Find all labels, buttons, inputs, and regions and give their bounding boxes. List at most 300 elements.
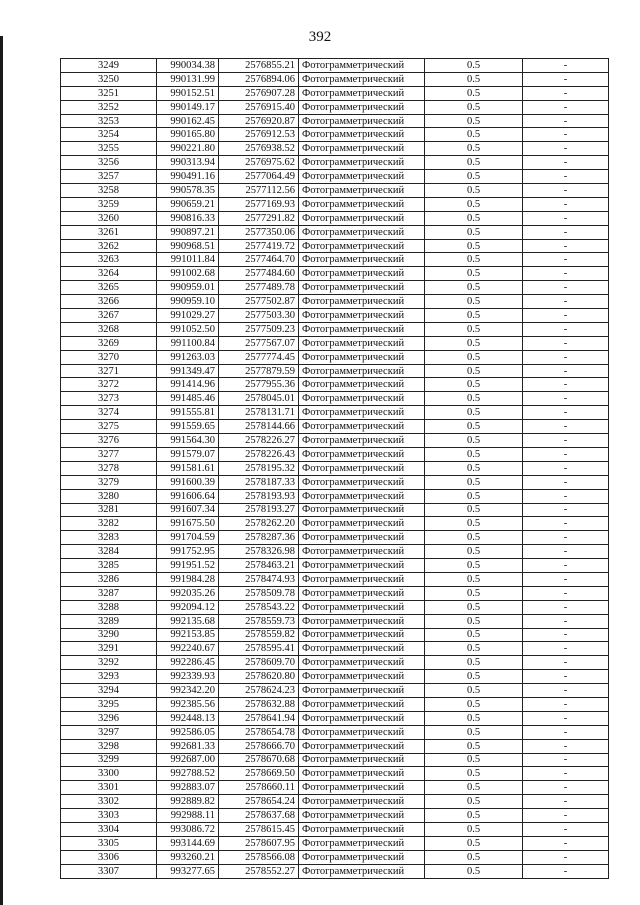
point-number-cell: 3251 — [61, 86, 157, 100]
accuracy-cell: 0.5 — [425, 489, 523, 503]
method-cell: Фотограмметрический — [299, 267, 425, 281]
accuracy-cell: 0.5 — [425, 795, 523, 809]
x-coordinate-cell: 991002.68 — [157, 267, 219, 281]
method-cell: Фотограмметрический — [299, 295, 425, 309]
table-row — [61, 281, 609, 295]
table-row — [61, 503, 609, 517]
table-row — [61, 225, 609, 239]
accuracy-cell: 0.5 — [425, 114, 523, 128]
accuracy-cell: 0.5 — [425, 600, 523, 614]
y-coordinate-cell: 2578654.78 — [219, 725, 299, 739]
accuracy-cell: 0.5 — [425, 420, 523, 434]
method-cell: Фотограмметрический — [299, 281, 425, 295]
note-cell: - — [523, 503, 609, 517]
y-coordinate-cell: 2578045.01 — [219, 392, 299, 406]
point-number-cell: 3253 — [61, 114, 157, 128]
y-coordinate-cell: 2576915.40 — [219, 100, 299, 114]
y-coordinate-cell: 2577502.87 — [219, 295, 299, 309]
accuracy-cell: 0.5 — [425, 822, 523, 836]
table-row — [61, 809, 609, 823]
note-cell: - — [523, 392, 609, 406]
accuracy-cell: 0.5 — [425, 253, 523, 267]
method-cell: Фотограмметрический — [299, 211, 425, 225]
x-coordinate-cell: 991607.34 — [157, 503, 219, 517]
note-cell: - — [523, 656, 609, 670]
x-coordinate-cell: 993277.65 — [157, 864, 219, 878]
method-cell: Фотограмметрический — [299, 781, 425, 795]
x-coordinate-cell: 991675.50 — [157, 517, 219, 531]
x-coordinate-cell: 990149.17 — [157, 100, 219, 114]
point-number-cell: 3268 — [61, 322, 157, 336]
y-coordinate-cell: 2576912.53 — [219, 128, 299, 142]
y-coordinate-cell: 2577419.72 — [219, 239, 299, 253]
x-coordinate-cell: 991349.47 — [157, 364, 219, 378]
note-cell: - — [523, 559, 609, 573]
note-cell: - — [523, 475, 609, 489]
method-cell: Фотограмметрический — [299, 434, 425, 448]
table-row — [61, 850, 609, 864]
table-row — [61, 600, 609, 614]
point-number-cell: 3305 — [61, 836, 157, 850]
note-cell: - — [523, 350, 609, 364]
table-row — [61, 392, 609, 406]
y-coordinate-cell: 2577774.45 — [219, 350, 299, 364]
x-coordinate-cell: 990165.80 — [157, 128, 219, 142]
table-row — [61, 628, 609, 642]
note-cell: - — [523, 295, 609, 309]
point-number-cell: 3278 — [61, 461, 157, 475]
point-number-cell: 3296 — [61, 711, 157, 725]
note-cell: - — [523, 684, 609, 698]
note-cell: - — [523, 197, 609, 211]
note-cell: - — [523, 697, 609, 711]
method-cell: Фотограмметрический — [299, 309, 425, 323]
note-cell: - — [523, 59, 609, 73]
table-row — [61, 739, 609, 753]
point-number-cell: 3289 — [61, 614, 157, 628]
x-coordinate-cell: 990162.45 — [157, 114, 219, 128]
table-row — [61, 197, 609, 211]
note-cell: - — [523, 767, 609, 781]
x-coordinate-cell: 990152.51 — [157, 86, 219, 100]
point-number-cell: 3269 — [61, 336, 157, 350]
y-coordinate-cell: 2578509.78 — [219, 586, 299, 600]
table-row — [61, 572, 609, 586]
method-cell: Фотограмметрический — [299, 572, 425, 586]
table-row — [61, 822, 609, 836]
table-row — [61, 670, 609, 684]
note-cell: - — [523, 281, 609, 295]
note-cell: - — [523, 781, 609, 795]
method-cell: Фотограмметрический — [299, 142, 425, 156]
table-row — [61, 364, 609, 378]
x-coordinate-cell: 991581.61 — [157, 461, 219, 475]
table-row — [61, 767, 609, 781]
point-number-cell: 3304 — [61, 822, 157, 836]
note-cell: - — [523, 628, 609, 642]
point-number-cell: 3288 — [61, 600, 157, 614]
y-coordinate-cell: 2578632.88 — [219, 697, 299, 711]
table-row — [61, 545, 609, 559]
note-cell: - — [523, 128, 609, 142]
point-number-cell: 3271 — [61, 364, 157, 378]
accuracy-cell: 0.5 — [425, 614, 523, 628]
accuracy-cell: 0.5 — [425, 447, 523, 461]
y-coordinate-cell: 2578552.27 — [219, 864, 299, 878]
method-cell: Фотограмметрический — [299, 100, 425, 114]
x-coordinate-cell: 992788.52 — [157, 767, 219, 781]
method-cell: Фотограмметрический — [299, 850, 425, 864]
x-coordinate-cell: 991951.52 — [157, 559, 219, 573]
point-number-cell: 3280 — [61, 489, 157, 503]
point-number-cell: 3274 — [61, 406, 157, 420]
note-cell: - — [523, 170, 609, 184]
x-coordinate-cell: 991579.07 — [157, 447, 219, 461]
table-row — [61, 836, 609, 850]
point-number-cell: 3264 — [61, 267, 157, 281]
x-coordinate-cell: 990659.21 — [157, 197, 219, 211]
accuracy-cell: 0.5 — [425, 781, 523, 795]
method-cell: Фотограмметрический — [299, 809, 425, 823]
point-number-cell: 3263 — [61, 253, 157, 267]
accuracy-cell: 0.5 — [425, 392, 523, 406]
point-number-cell: 3258 — [61, 184, 157, 198]
y-coordinate-cell: 2577955.36 — [219, 378, 299, 392]
x-coordinate-cell: 990959.10 — [157, 295, 219, 309]
table-row — [61, 184, 609, 198]
point-number-cell: 3284 — [61, 545, 157, 559]
note-cell: - — [523, 545, 609, 559]
accuracy-cell: 0.5 — [425, 336, 523, 350]
note-cell: - — [523, 531, 609, 545]
point-number-cell: 3275 — [61, 420, 157, 434]
y-coordinate-cell: 2577464.70 — [219, 253, 299, 267]
y-coordinate-cell: 2577509.23 — [219, 322, 299, 336]
accuracy-cell: 0.5 — [425, 725, 523, 739]
accuracy-cell: 0.5 — [425, 545, 523, 559]
accuracy-cell: 0.5 — [425, 628, 523, 642]
accuracy-cell: 0.5 — [425, 684, 523, 698]
y-coordinate-cell: 2577489.78 — [219, 281, 299, 295]
accuracy-cell: 0.5 — [425, 184, 523, 198]
method-cell: Фотограмметрический — [299, 559, 425, 573]
y-coordinate-cell: 2577350.06 — [219, 225, 299, 239]
note-cell: - — [523, 614, 609, 628]
point-number-cell: 3283 — [61, 531, 157, 545]
method-cell: Фотограмметрический — [299, 350, 425, 364]
note-cell: - — [523, 850, 609, 864]
y-coordinate-cell: 2578566.08 — [219, 850, 299, 864]
table-row — [61, 406, 609, 420]
method-cell: Фотограмметрический — [299, 614, 425, 628]
method-cell: Фотограмметрический — [299, 864, 425, 878]
y-coordinate-cell: 2578131.71 — [219, 406, 299, 420]
table-row — [61, 170, 609, 184]
method-cell: Фотограмметрический — [299, 170, 425, 184]
coordinates-table — [60, 58, 609, 879]
y-coordinate-cell: 2577169.93 — [219, 197, 299, 211]
point-number-cell: 3281 — [61, 503, 157, 517]
method-cell: Фотограмметрический — [299, 767, 425, 781]
method-cell: Фотограмметрический — [299, 753, 425, 767]
method-cell: Фотограмметрический — [299, 378, 425, 392]
point-number-cell: 3299 — [61, 753, 157, 767]
accuracy-cell: 0.5 — [425, 100, 523, 114]
note-cell: - — [523, 336, 609, 350]
table-row — [61, 711, 609, 725]
method-cell: Фотограмметрический — [299, 517, 425, 531]
method-cell: Фотограмметрический — [299, 822, 425, 836]
point-number-cell: 3261 — [61, 225, 157, 239]
point-number-cell: 3301 — [61, 781, 157, 795]
table-row — [61, 336, 609, 350]
point-number-cell: 3262 — [61, 239, 157, 253]
x-coordinate-cell: 991555.81 — [157, 406, 219, 420]
y-coordinate-cell: 2576938.52 — [219, 142, 299, 156]
x-coordinate-cell: 992889.82 — [157, 795, 219, 809]
accuracy-cell: 0.5 — [425, 378, 523, 392]
y-coordinate-cell: 2578193.93 — [219, 489, 299, 503]
accuracy-cell: 0.5 — [425, 586, 523, 600]
accuracy-cell: 0.5 — [425, 434, 523, 448]
accuracy-cell: 0.5 — [425, 475, 523, 489]
x-coordinate-cell: 992094.12 — [157, 600, 219, 614]
x-coordinate-cell: 990491.16 — [157, 170, 219, 184]
table-row — [61, 697, 609, 711]
accuracy-cell: 0.5 — [425, 322, 523, 336]
x-coordinate-cell: 991263.03 — [157, 350, 219, 364]
table-row — [61, 114, 609, 128]
x-coordinate-cell: 991564.30 — [157, 434, 219, 448]
table-row — [61, 614, 609, 628]
x-coordinate-cell: 991414.96 — [157, 378, 219, 392]
x-coordinate-cell: 991011.84 — [157, 253, 219, 267]
method-cell: Фотограмметрический — [299, 239, 425, 253]
y-coordinate-cell: 2578615.45 — [219, 822, 299, 836]
point-number-cell: 3292 — [61, 656, 157, 670]
x-coordinate-cell: 992035.26 — [157, 586, 219, 600]
accuracy-cell: 0.5 — [425, 72, 523, 86]
table-row — [61, 517, 609, 531]
accuracy-cell: 0.5 — [425, 461, 523, 475]
x-coordinate-cell: 990313.94 — [157, 156, 219, 170]
note-cell: - — [523, 364, 609, 378]
note-cell: - — [523, 420, 609, 434]
method-cell: Фотограмметрический — [299, 86, 425, 100]
note-cell: - — [523, 586, 609, 600]
method-cell: Фотограмметрический — [299, 670, 425, 684]
point-number-cell: 3307 — [61, 864, 157, 878]
method-cell: Фотограмметрический — [299, 684, 425, 698]
y-coordinate-cell: 2578144.66 — [219, 420, 299, 434]
method-cell: Фотограмметрический — [299, 642, 425, 656]
method-cell: Фотограмметрический — [299, 253, 425, 267]
x-coordinate-cell: 993086.72 — [157, 822, 219, 836]
x-coordinate-cell: 991984.28 — [157, 572, 219, 586]
accuracy-cell: 0.5 — [425, 142, 523, 156]
y-coordinate-cell: 2578666.70 — [219, 739, 299, 753]
y-coordinate-cell: 2578654.24 — [219, 795, 299, 809]
note-cell: - — [523, 739, 609, 753]
method-cell: Фотограмметрический — [299, 392, 425, 406]
x-coordinate-cell: 993144.69 — [157, 836, 219, 850]
y-coordinate-cell: 2578609.70 — [219, 656, 299, 670]
point-number-cell: 3272 — [61, 378, 157, 392]
y-coordinate-cell: 2578226.43 — [219, 447, 299, 461]
y-coordinate-cell: 2578195.32 — [219, 461, 299, 475]
note-cell: - — [523, 322, 609, 336]
x-coordinate-cell: 992448.13 — [157, 711, 219, 725]
point-number-cell: 3298 — [61, 739, 157, 753]
table-row — [61, 156, 609, 170]
x-coordinate-cell: 992385.56 — [157, 697, 219, 711]
method-cell: Фотограмметрический — [299, 503, 425, 517]
x-coordinate-cell: 990221.80 — [157, 142, 219, 156]
note-cell: - — [523, 725, 609, 739]
y-coordinate-cell: 2578595.41 — [219, 642, 299, 656]
table-row — [61, 795, 609, 809]
y-coordinate-cell: 2578669.50 — [219, 767, 299, 781]
accuracy-cell: 0.5 — [425, 350, 523, 364]
y-coordinate-cell: 2576920.87 — [219, 114, 299, 128]
y-coordinate-cell: 2578641.94 — [219, 711, 299, 725]
table-row — [61, 378, 609, 392]
y-coordinate-cell: 2578559.82 — [219, 628, 299, 642]
point-number-cell: 3255 — [61, 142, 157, 156]
x-coordinate-cell: 990578.35 — [157, 184, 219, 198]
table-row — [61, 211, 609, 225]
point-number-cell: 3254 — [61, 128, 157, 142]
y-coordinate-cell: 2577112.56 — [219, 184, 299, 198]
method-cell: Фотограмметрический — [299, 114, 425, 128]
method-cell: Фотограмметрический — [299, 461, 425, 475]
accuracy-cell: 0.5 — [425, 697, 523, 711]
accuracy-cell: 0.5 — [425, 559, 523, 573]
method-cell: Фотограмметрический — [299, 725, 425, 739]
x-coordinate-cell: 992339.93 — [157, 670, 219, 684]
accuracy-cell: 0.5 — [425, 197, 523, 211]
x-coordinate-cell: 990034.38 — [157, 59, 219, 73]
note-cell: - — [523, 239, 609, 253]
note-cell: - — [523, 711, 609, 725]
point-number-cell: 3300 — [61, 767, 157, 781]
accuracy-cell: 0.5 — [425, 128, 523, 142]
method-cell: Фотограмметрический — [299, 184, 425, 198]
point-number-cell: 3259 — [61, 197, 157, 211]
point-number-cell: 3250 — [61, 72, 157, 86]
note-cell: - — [523, 211, 609, 225]
page-number: 392 — [308, 29, 332, 45]
y-coordinate-cell: 2577503.30 — [219, 309, 299, 323]
table-row — [61, 309, 609, 323]
table-row — [61, 434, 609, 448]
note-cell: - — [523, 253, 609, 267]
point-number-cell: 3265 — [61, 281, 157, 295]
method-cell: Фотограмметрический — [299, 72, 425, 86]
accuracy-cell: 0.5 — [425, 295, 523, 309]
method-cell: Фотограмметрический — [299, 475, 425, 489]
method-cell: Фотограмметрический — [299, 739, 425, 753]
point-number-cell: 3291 — [61, 642, 157, 656]
method-cell: Фотограмметрический — [299, 59, 425, 73]
x-coordinate-cell: 991559.65 — [157, 420, 219, 434]
note-cell: - — [523, 184, 609, 198]
point-number-cell: 3260 — [61, 211, 157, 225]
x-coordinate-cell: 992153.85 — [157, 628, 219, 642]
table-row — [61, 559, 609, 573]
y-coordinate-cell: 2578660.11 — [219, 781, 299, 795]
y-coordinate-cell: 2577879.59 — [219, 364, 299, 378]
y-coordinate-cell: 2578287.36 — [219, 531, 299, 545]
accuracy-cell: 0.5 — [425, 239, 523, 253]
accuracy-cell: 0.5 — [425, 850, 523, 864]
accuracy-cell: 0.5 — [425, 309, 523, 323]
method-cell: Фотограмметрический — [299, 600, 425, 614]
accuracy-cell: 0.5 — [425, 656, 523, 670]
method-cell: Фотограмметрический — [299, 322, 425, 336]
method-cell: Фотограмметрический — [299, 420, 425, 434]
x-coordinate-cell: 992286.45 — [157, 656, 219, 670]
point-number-cell: 3306 — [61, 850, 157, 864]
table-row — [61, 586, 609, 600]
x-coordinate-cell: 992586.05 — [157, 725, 219, 739]
method-cell: Фотограмметрический — [299, 489, 425, 503]
y-coordinate-cell: 2576907.28 — [219, 86, 299, 100]
accuracy-cell: 0.5 — [425, 406, 523, 420]
table-row — [61, 753, 609, 767]
table-row — [61, 142, 609, 156]
accuracy-cell: 0.5 — [425, 86, 523, 100]
note-cell: - — [523, 100, 609, 114]
table-row — [61, 420, 609, 434]
method-cell: Фотограмметрический — [299, 364, 425, 378]
x-coordinate-cell: 991100.84 — [157, 336, 219, 350]
coordinates-sheet — [60, 58, 608, 879]
table-row — [61, 350, 609, 364]
method-cell: Фотограмметрический — [299, 225, 425, 239]
x-coordinate-cell: 992135.68 — [157, 614, 219, 628]
table-row — [61, 128, 609, 142]
note-cell: - — [523, 447, 609, 461]
point-number-cell: 3287 — [61, 586, 157, 600]
table-row — [61, 267, 609, 281]
y-coordinate-cell: 2578624.23 — [219, 684, 299, 698]
note-cell: - — [523, 378, 609, 392]
method-cell: Фотограмметрический — [299, 586, 425, 600]
accuracy-cell: 0.5 — [425, 59, 523, 73]
note-cell: - — [523, 267, 609, 281]
table-row — [61, 461, 609, 475]
note-cell: - — [523, 461, 609, 475]
point-number-cell: 3297 — [61, 725, 157, 739]
point-number-cell: 3290 — [61, 628, 157, 642]
y-coordinate-cell: 2578193.27 — [219, 503, 299, 517]
method-cell: Фотограмметрический — [299, 447, 425, 461]
accuracy-cell: 0.5 — [425, 364, 523, 378]
table-row — [61, 100, 609, 114]
table-row — [61, 253, 609, 267]
x-coordinate-cell: 991029.27 — [157, 309, 219, 323]
method-cell: Фотограмметрический — [299, 156, 425, 170]
accuracy-cell: 0.5 — [425, 267, 523, 281]
x-coordinate-cell: 992240.67 — [157, 642, 219, 656]
y-coordinate-cell: 2578474.93 — [219, 572, 299, 586]
point-number-cell: 3285 — [61, 559, 157, 573]
table-row — [61, 531, 609, 545]
point-number-cell: 3256 — [61, 156, 157, 170]
x-coordinate-cell: 990968.51 — [157, 239, 219, 253]
table-row — [61, 475, 609, 489]
